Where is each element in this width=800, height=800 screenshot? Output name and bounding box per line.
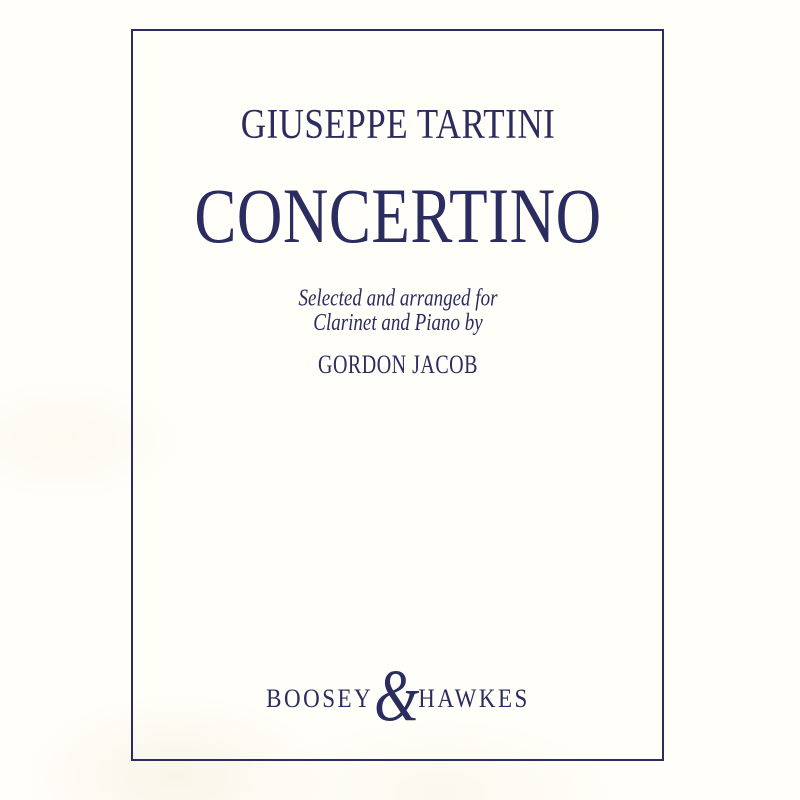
arrangement-note-line1: Selected and arranged for: [298, 284, 498, 312]
arrangement-note: [132, 286, 664, 335]
publisher-ampersand: &: [374, 653, 420, 737]
publisher-word-boosey: BOOSEY: [266, 683, 374, 713]
arrangement-note-line2: Clarinet and Piano by: [313, 309, 483, 337]
work-title: CONCERTINO: [194, 172, 602, 260]
publisher-word-hawkes: HAWKES: [418, 683, 530, 713]
arranger-name: GORDON JACOB: [318, 350, 478, 380]
composer-name: GIUSEPPE TARTINI: [240, 100, 556, 148]
publisher-logo: [132, 653, 664, 737]
